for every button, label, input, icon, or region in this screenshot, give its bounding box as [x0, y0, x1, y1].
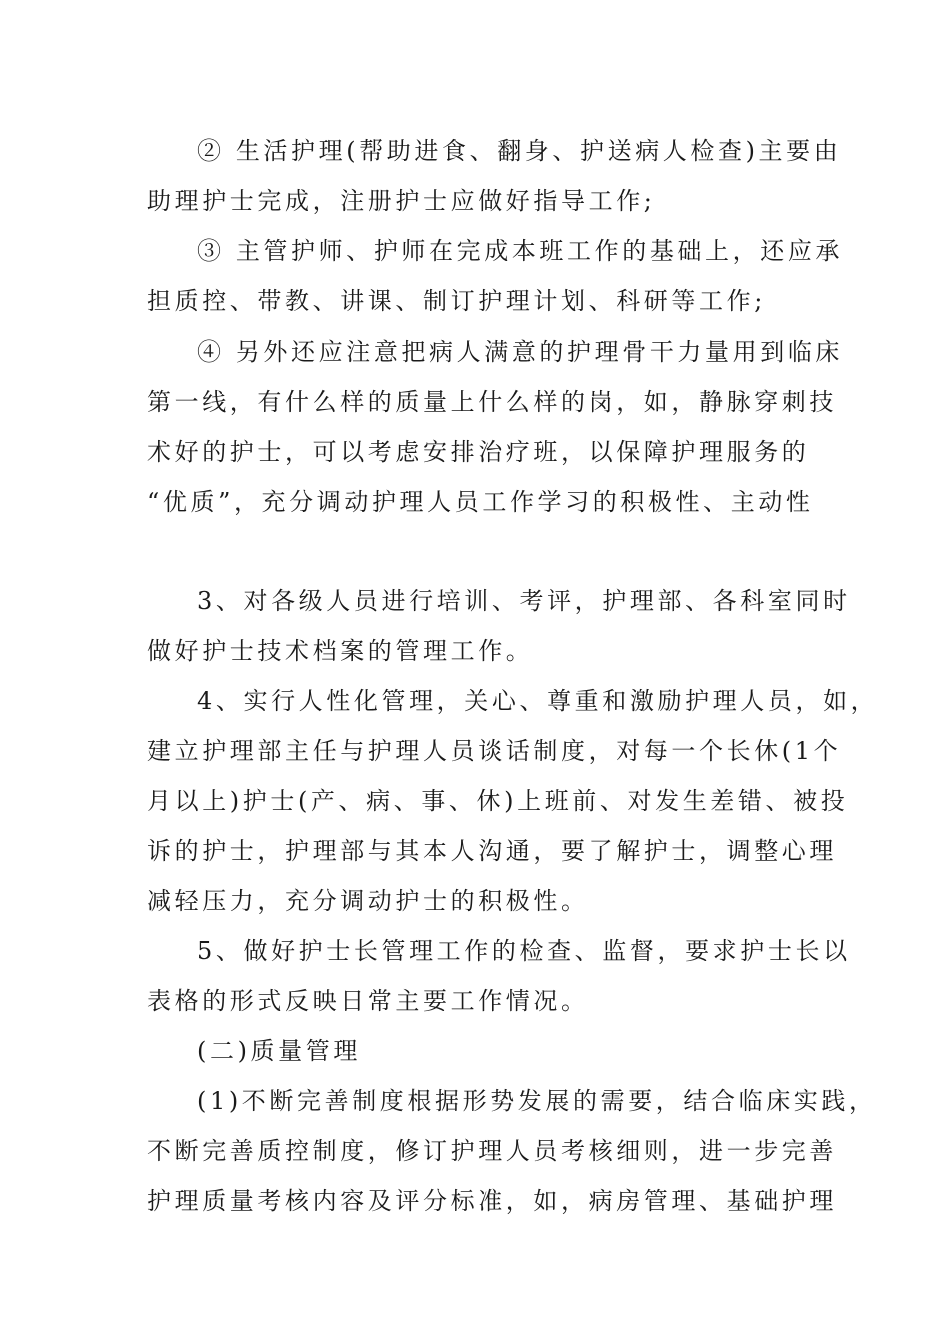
- text-line: 诉的护士，护理部与其本人沟通，要了解护士，调整心理: [147, 837, 837, 865]
- text-line: 不断完善质控制度，修订护理人员考核细则，进一步完善: [147, 1137, 837, 1165]
- text-line: 护理质量考核内容及评分标准，如，病房管理、基础护理: [147, 1187, 837, 1215]
- text-line: ③ 主管护师、护师在完成本班工作的基础上，还应承: [197, 237, 844, 265]
- text-line: 3、对各级人员进行培训、考评，护理部、各科室同时: [197, 587, 851, 615]
- text-line: 表格的形式反映日常主要工作情况。: [147, 987, 589, 1015]
- text-line: ④ 另外还应注意把病人满意的护理骨干力量用到临床: [197, 338, 844, 366]
- section-heading: (二)质量管理: [197, 1037, 361, 1065]
- text-line: (1)不断完善制度根据形势发展的需要，结合临床实践，: [197, 1087, 877, 1115]
- text-line: 4、实行人性化管理，关心、尊重和激励护理人员，如，: [197, 687, 879, 715]
- text-line: 助理护士完成，注册护士应做好指导工作;: [147, 187, 656, 215]
- text-line: 术好的护士，可以考虑安排治疗班，以保障护理服务的: [147, 438, 810, 466]
- text-line: 减轻压力，充分调动护士的积极性。: [147, 887, 589, 915]
- text-line: 第一线，有什么样的质量上什么样的岗，如，静脉穿刺技: [147, 388, 837, 416]
- text-line: 建立护理部主任与护理人员谈话制度，对每一个长休(1个: [147, 737, 842, 765]
- text-line: “优质”，充分调动护理人员工作学习的积极性、主动性: [147, 488, 814, 516]
- text-line: 做好护士技术档案的管理工作。: [147, 637, 534, 665]
- text-line: 担质控、带教、讲课、制订护理计划、科研等工作;: [147, 287, 766, 315]
- text-line: ② 生活护理(帮助进食、翻身、护送病人检查)主要由: [197, 137, 842, 165]
- text-line: 5、做好护士长管理工作的检查、监督，要求护士长以: [197, 937, 851, 965]
- text-line: 月以上)护士(产、病、事、休)上班前、对发生差错、被投: [147, 787, 849, 815]
